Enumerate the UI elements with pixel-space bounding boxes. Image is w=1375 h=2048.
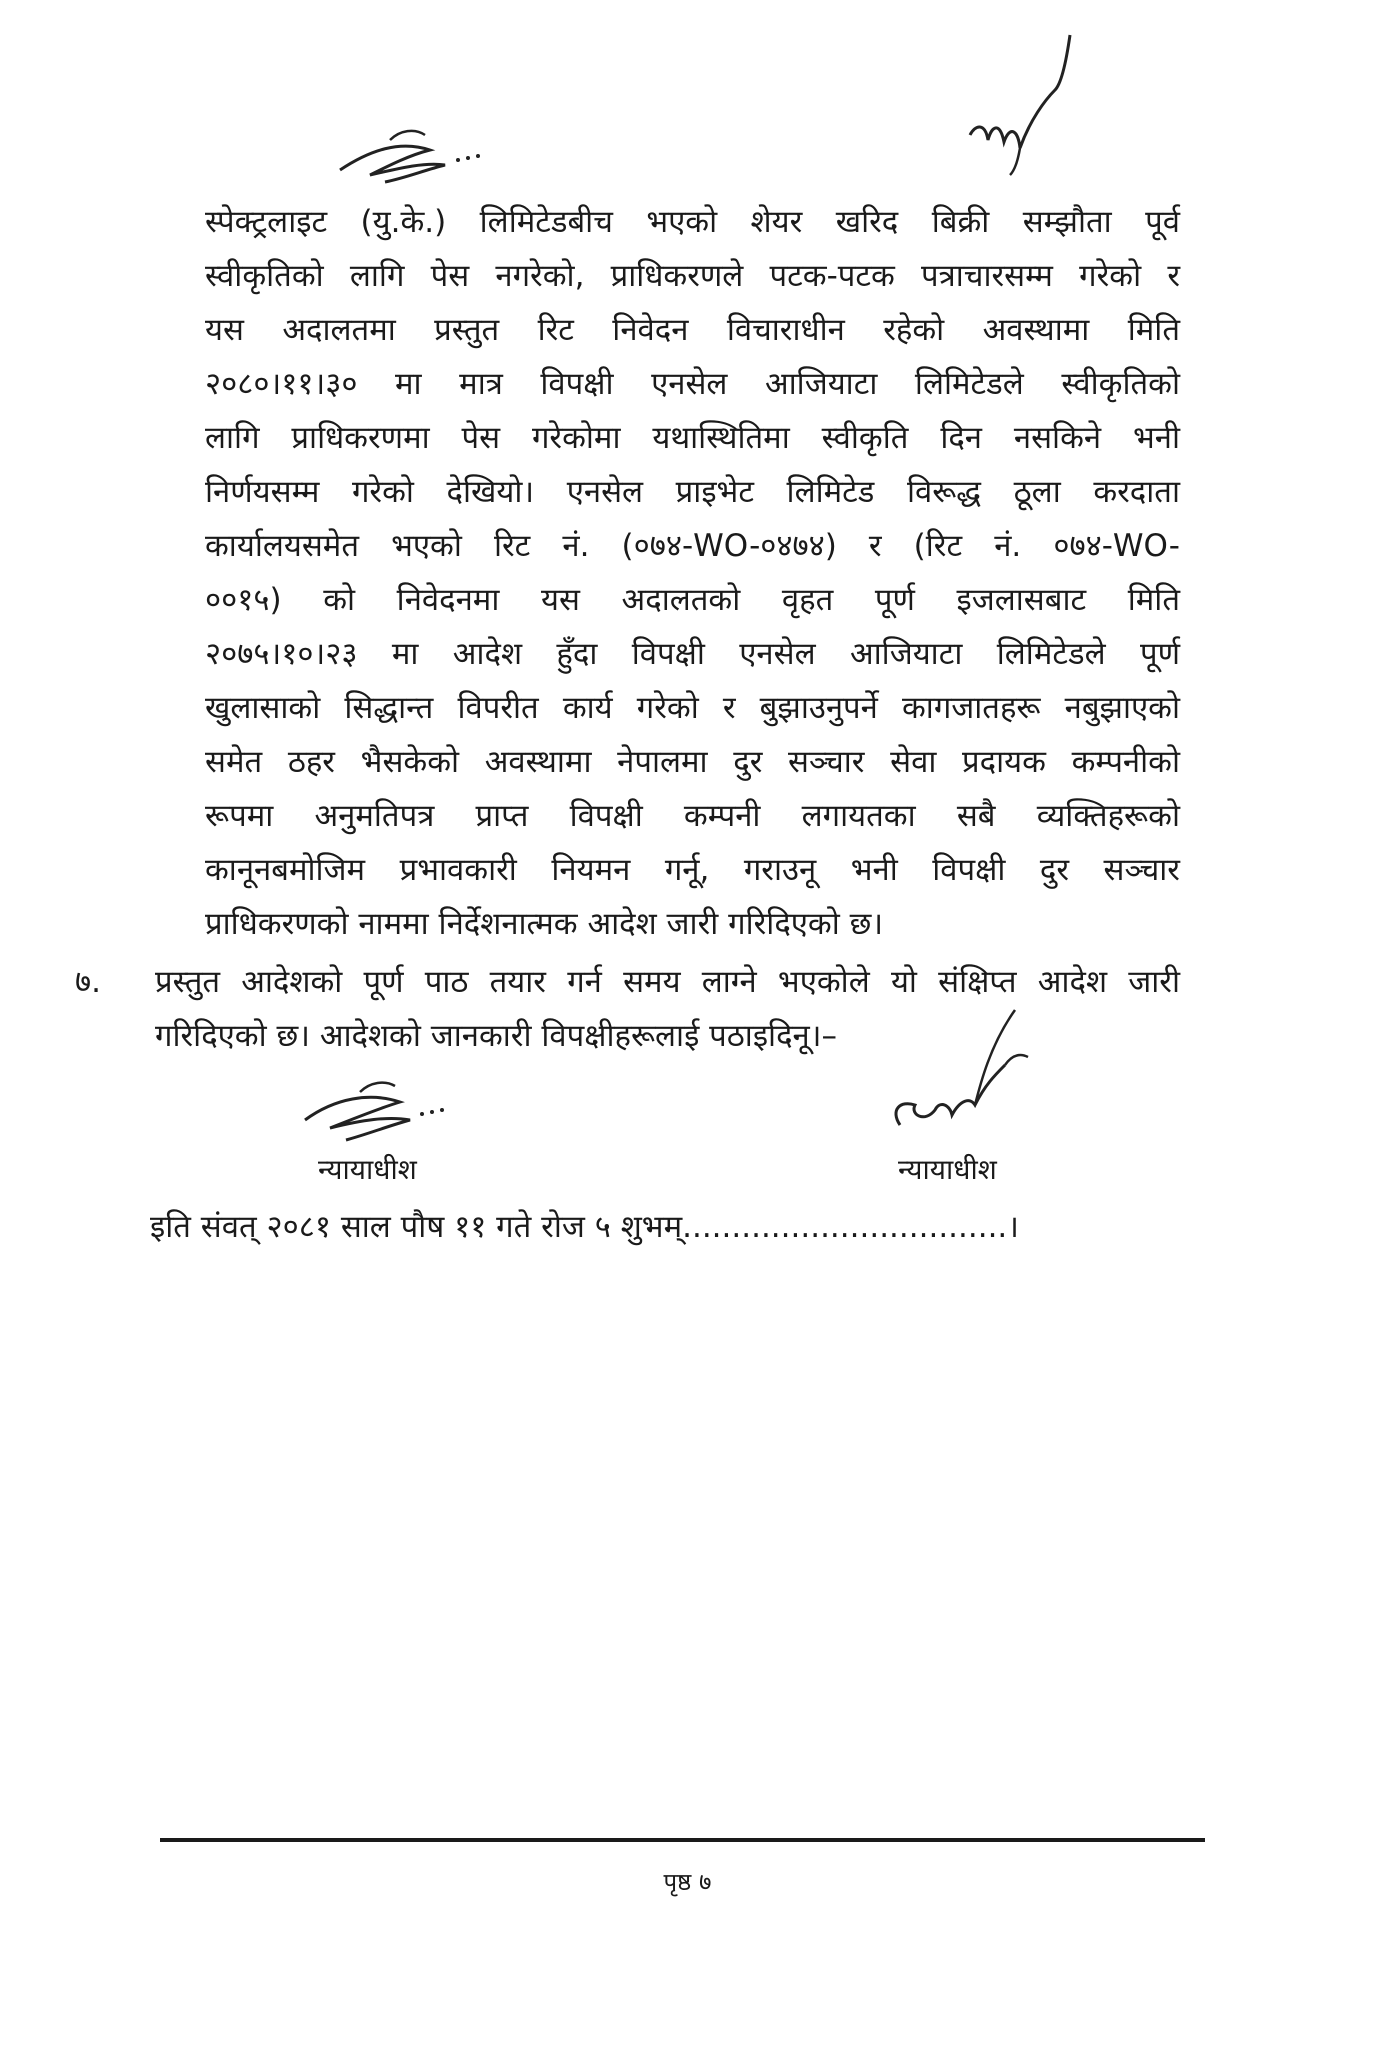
- paragraph-line: समेत ठहर भैसकेको अवस्थामा नेपालमा दुर सञ्चार सेवा प्रदायक कम्पनीको: [205, 744, 1180, 780]
- paragraph-line: कार्यालयसमेत भएको रिट नं. (०७४-WO-०४७४) र (रिट नं. ०७४-WO-: [205, 528, 1180, 564]
- item-number: ७.: [75, 964, 101, 1000]
- right-judge-label: न्यायाधीश: [898, 1153, 997, 1186]
- closing-date-line: इति संवत् २०८१ साल पौष ११ गते रोज ५ शुभम्.................................।: [150, 1209, 1020, 1245]
- paragraph-line: यस अदालतमा प्रस्तुत रिट निवेदन विचाराधीन रहेको अवस्थामा मिति: [205, 312, 1180, 348]
- page-number: पृष्ठ ७: [663, 1868, 712, 1896]
- paragraph-line: खुलासाको सिद्धान्त विपरीत कार्य गरेको र बुझाउनुपर्ने कागजातहरू नबुझाएको: [205, 690, 1180, 726]
- paragraph-line: स्वीकृतिको लागि पेस नगरेको, प्राधिकरणले पटक-पटक पत्राचारसम्म गरेको र: [205, 258, 1180, 294]
- top-left-signature: [330, 120, 500, 190]
- top-right-signature: [960, 30, 1090, 180]
- right-judge-signature: [880, 1005, 1040, 1145]
- paragraph-line: कानूनबमोजिम प्रभावकारी नियमन गर्नू, गराउनू भनी विपक्षी दुर सञ्चार: [205, 852, 1180, 888]
- left-judge-signature: [290, 1070, 470, 1150]
- item-7-line: गरिदिएको छ। आदेशको जानकारी विपक्षीहरूलाई पठाइदिनू।–: [155, 1018, 837, 1054]
- paragraph-line: निर्णयसम्म गरेको देखियो। एनसेल प्राइभेट लिमिटेड विरूद्ध ठूला करदाता: [205, 474, 1180, 510]
- item-7-line: प्रस्तुत आदेशको पूर्ण पाठ तयार गर्न समय लाग्ने भएकोले यो संक्षिप्त आदेश जारी: [155, 964, 1180, 1000]
- paragraph-line: स्पेक्ट्रलाइट (यु.के.) लिमिटेडबीच भएको शेयर खरिद बिक्री सम्झौता पूर्व: [205, 204, 1180, 240]
- paragraph-line: लागि प्राधिकरणमा पेस गरेकोमा यथास्थितिमा स्वीकृति दिन नसकिने भनी: [205, 420, 1180, 456]
- paragraph-line: २०७५।१०।२३ मा आदेश हुँदा विपक्षी एनसेल आजियाटा लिमिटेडले पूर्ण: [205, 636, 1180, 672]
- order-paragraph-continuation: [205, 195, 1180, 951]
- paragraph-line: प्राधिकरणको नाममा निर्देशनात्मक आदेश जारी गरिदिएको छ।: [205, 906, 884, 942]
- left-judge-label: न्यायाधीश: [318, 1153, 417, 1186]
- footer-rule: [160, 1838, 1205, 1842]
- paragraph-line: रूपमा अनुमतिपत्र प्राप्त विपक्षी कम्पनी लगायतका सबै व्यक्तिहरूको: [205, 798, 1180, 834]
- paragraph-line: २०८०।११।३० मा मात्र विपक्षी एनसेल आजियाटा लिमिटेडले स्वीकृतिको: [205, 366, 1180, 402]
- paragraph-line: ००१५) को निवेदनमा यस अदालतको वृहत पूर्ण इजलासबाट मिति: [205, 582, 1180, 618]
